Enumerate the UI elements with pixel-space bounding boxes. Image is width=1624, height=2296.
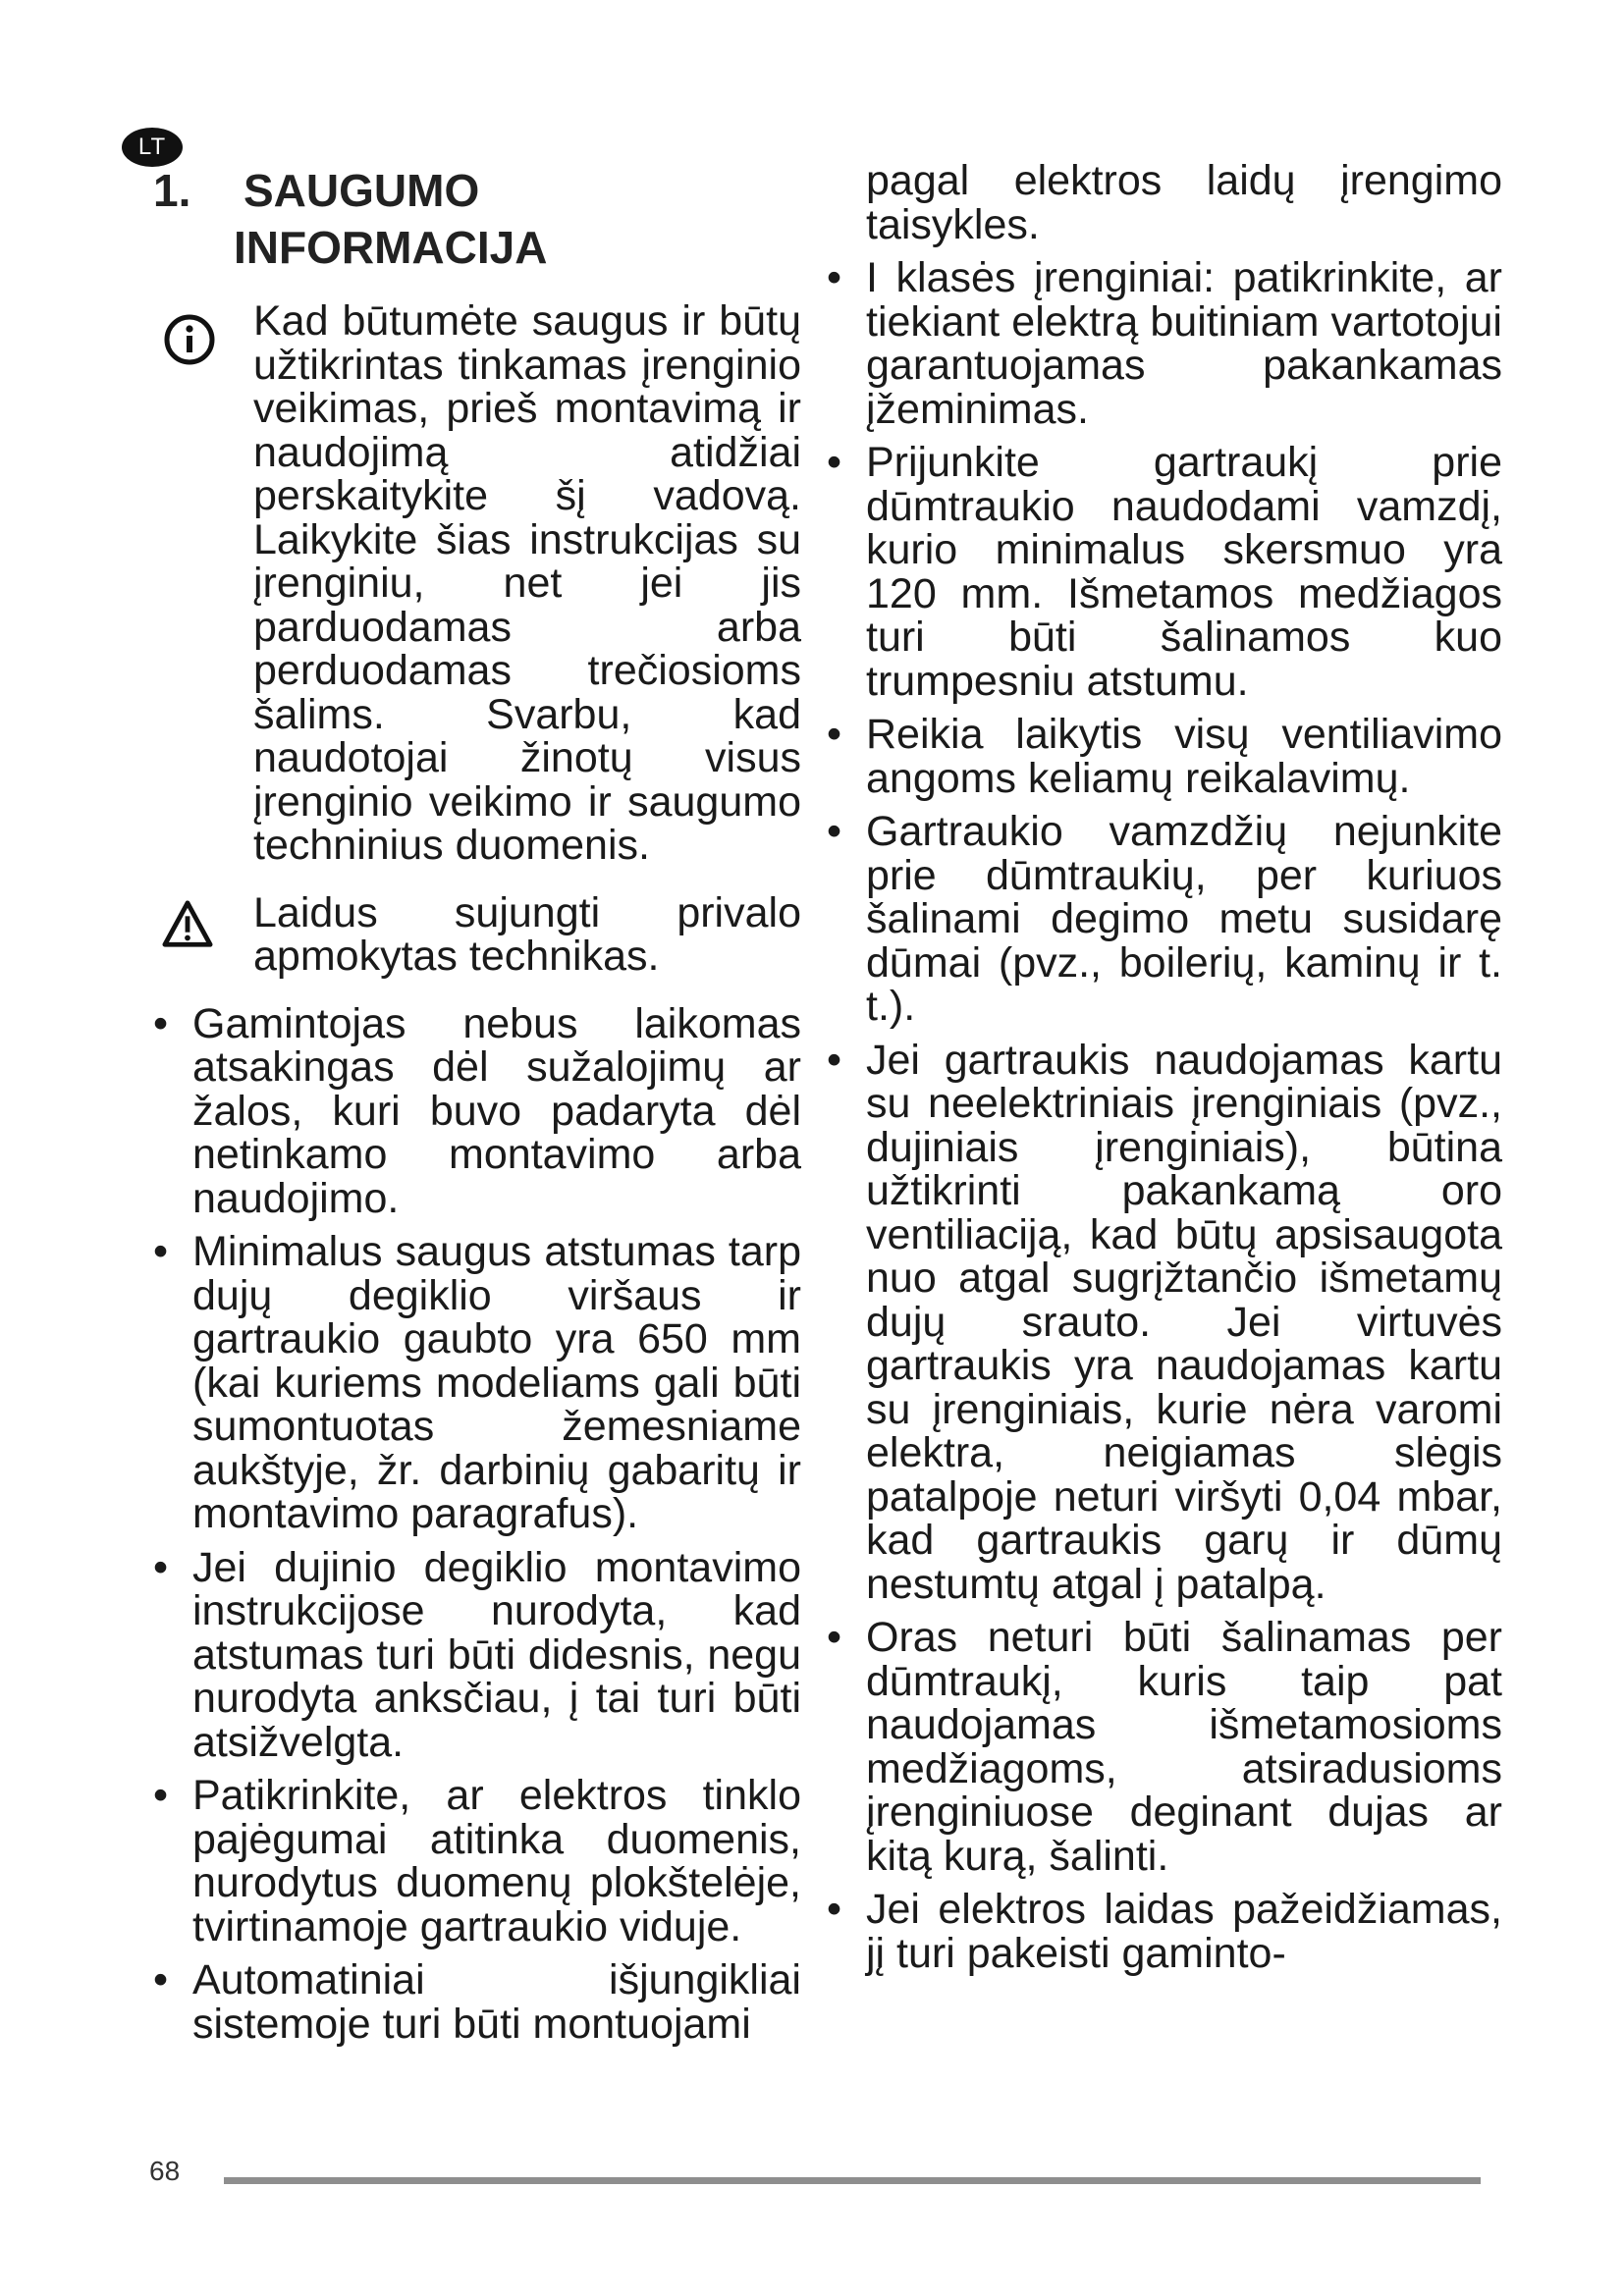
page-number: 68 xyxy=(149,2156,181,2186)
list-item: • Automatiniai išjungikliai sistemoje turi būti montuojami xyxy=(153,1958,801,2046)
left-column xyxy=(153,299,801,2056)
list-item: • Gartraukio vamzdžių nejunkite prie dūmtraukių, per kuriuos šalinami degimo metu susidarę dūmai (pvz., boilerių, kaminų ir t. t.). xyxy=(827,810,1502,1029)
list-item: • Patikrinkite, ar elektros tinklo pajėgumai atitinka duomenis, nurodytus duomenų plokštelėje, tvirtinamoje gartraukio viduje. xyxy=(153,1774,801,1949)
list-item: • Prijunkite gartraukį prie dūmtraukio naudodami vamzdį, kurio minimalus skersmuo yra 120 mm. Išmetamos medžiagos turi būti šalinamos kuo trumpesniu atstumu. xyxy=(827,441,1502,703)
language-badge: LT xyxy=(122,128,183,167)
list-item: • I klasės įrenginiai: patikrinkite, ar tiekiant elektrą buitiniam vartotojui garantuojamas pakankamas įžeminimas. xyxy=(827,256,1502,431)
list-item: • Minimalus saugus atstumas tarp dujų degiklio viršaus ir gartraukio gaubto yra 650 mm (kai kuriems modeliams gali būti sumontuotas žemesniame aukštyje, žr. darbinių gabaritų ir montavimo paragrafus). xyxy=(153,1230,801,1536)
section-heading xyxy=(153,162,703,276)
list-item: • Jei elektros laidas pažeidžiamas, jį turi pakeisti gaminto- xyxy=(827,1888,1502,1975)
info-note-text: Kad būtumėte saugus ir būtų užtikrintas tinkamas įrenginio veikimas, prieš montavimą ir naudojimą atidžiai perskaitykite šį vadovą. Laikykite šias instrukcijas su įrenginiu, net jei jis parduodamas arba perduodamas trečiosioms šalims. Svarbu, kad naudotojai žinotų visus įrenginio veikimo ir saugumo techninius duomenis. xyxy=(253,297,801,869)
list-item: • Oras neturi būti šalinamas per dūmtraukį, kuris taip pat naudojamas išmetamosioms medžiagoms, atsiradusioms įrenginiuose deginant dujas ar kitą kurą, šalinti. xyxy=(827,1616,1502,1878)
section-number: 1. xyxy=(153,165,191,216)
info-note xyxy=(153,299,801,868)
warning-note xyxy=(153,888,801,980)
list-item: • Jei gartraukis naudojamas kartu su neelektriniais įrenginiais (pvz., dujiniais įrenginiais), būtina užtikrinti pakankamą oro ventiliaciją, kad būtų apsisaugota nuo atgal sugrįžtančio išmetamų dujų srauto. Jei virtuvės gartraukis yra naudojamas kartu su įrenginiais, kurie nėra varomi elektra, neigiamas slėgis patalpoje neturi viršyti 0,04 mbar, kad gartraukis garų ir dūmų nestumtų atgal į patalpą. xyxy=(827,1039,1502,1607)
info-icon xyxy=(163,313,216,366)
list-item: • Jei dujinio degiklio montavimo instrukcijose nurodyta, kad atstumas turi būti didesnis, negu nurodyta anksčiau, į tai turi būti atsižvelgta. xyxy=(153,1546,801,1765)
list-item: • Reikia laikytis visų ventiliavimo angoms keliamų reikalavimų. xyxy=(827,713,1502,800)
heading-line-2: INFORMACIJA xyxy=(234,222,548,273)
list-item: • Gamintojas nebus laikomas atsakingas dėl sužalojimų ar žalos, kuri buvo padaryta dėl netinkamo montavimo arba naudojimo. xyxy=(153,1002,801,1221)
warning-note-text: Laidus sujungti privalo apmokytas technikas. xyxy=(253,888,801,980)
footer-divider xyxy=(224,2177,1481,2184)
right-column xyxy=(827,159,1502,1985)
continued-text: pagal elektros laidų įrengimo taisykles. xyxy=(866,157,1502,248)
warning-triangle-icon xyxy=(159,899,216,950)
heading-line-1: SAUGUMO xyxy=(244,165,480,216)
